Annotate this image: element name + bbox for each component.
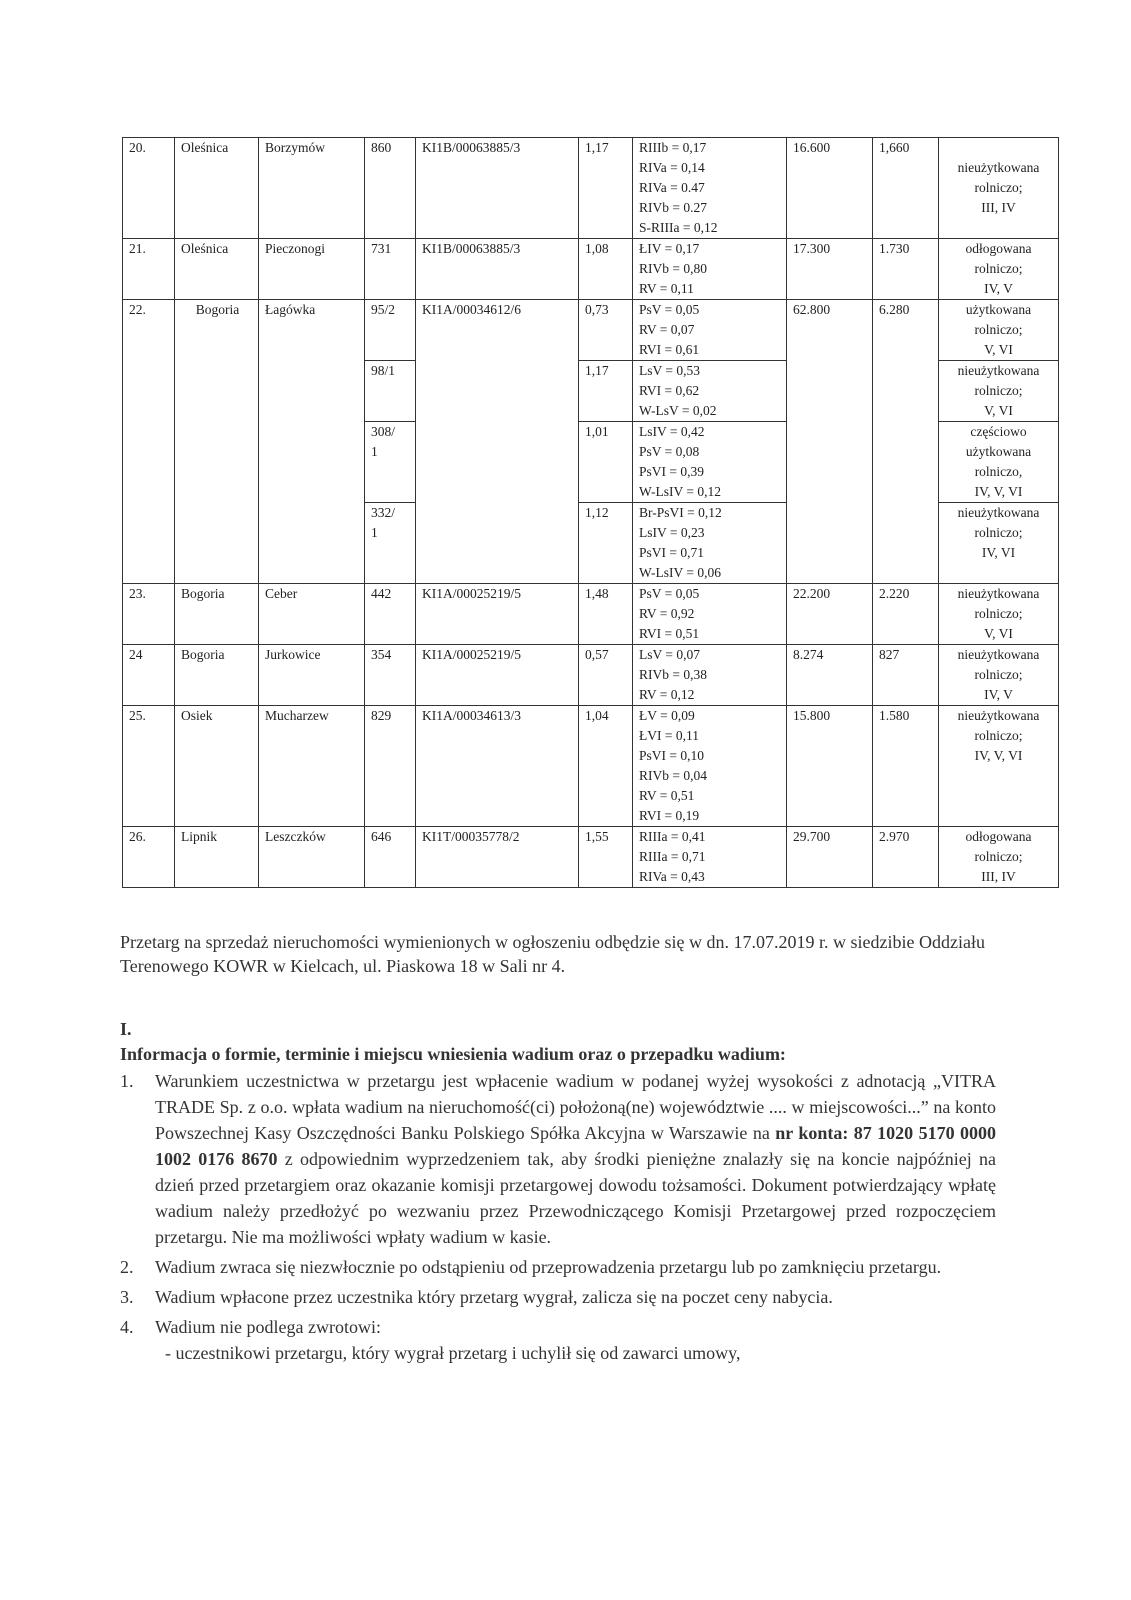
table-row — [123, 584, 1059, 645]
rule-text-part: Warunkiem uczestnictwa w przetargu jest wpłacenie wadium w podanej wyżej wysokości z adnotacją „VITRA TRADE Sp. z o.o. wpłata wadium na nieruchomość(ci) położoną(ne) województwie .... w miejscowości...” na konto Powszechnej Kasy Oszczędności Banku Polskiego Spółka Akcyjna w Warszawie na — [155, 1071, 996, 1143]
soil-class-cell-line: PsVI = 0,10 — [639, 748, 704, 763]
parcel-cell — [365, 361, 416, 422]
land-register-cell: KI1A/00034612/6 — [416, 300, 579, 584]
usage-cell-line: IV, V — [984, 687, 1013, 702]
rule-text: Wadium zwraca się niezwłocznie po odstąpieniu od przeprowadzenia przetargu lub po zamknięciu przetargu. — [155, 1257, 942, 1277]
usage-cell-line: IV, VI — [981, 545, 1016, 560]
rule-text — [155, 1068, 996, 1250]
land-register-cell: KI1A/00025219/5 — [416, 584, 579, 645]
usage-cell-line: rolniczo; — [974, 849, 1023, 864]
commune-cell: Oleśnica — [175, 239, 259, 300]
deposit-cell: 827 — [873, 645, 939, 706]
rule-text: Wadium nie podlega zwrotowi: — [155, 1317, 381, 1337]
rule-item — [120, 1314, 996, 1366]
usage-cell-line: V, VI — [984, 403, 1013, 418]
price-cell: 62.800 — [787, 300, 873, 584]
parcel-cell: 354 — [365, 645, 416, 706]
usage-cell — [939, 239, 1059, 300]
rule-item — [120, 1284, 996, 1310]
area-cell: 1,17 — [579, 361, 633, 422]
usage-cell-line: rolniczo; — [974, 728, 1023, 743]
precinct-cell: Mucharzew — [259, 706, 365, 827]
soil-class-cell-line: PsVI = 0,71 — [639, 545, 704, 560]
usage-cell-line: użytkowana — [965, 302, 1032, 317]
usage-cell-line: rolniczo, — [974, 464, 1023, 479]
parcel-cell-line: 308/ — [371, 424, 396, 439]
soil-class-cell — [633, 300, 787, 361]
usage-cell-line: III, IV — [981, 200, 1016, 215]
soil-class-cell-line: RIVb = 0,80 — [639, 261, 707, 276]
price-cell: 17.300 — [787, 239, 873, 300]
soil-class-cell-line: RIIIb = 0,17 — [639, 140, 707, 155]
parcel-cell: 442 — [365, 584, 416, 645]
land-register-cell: KI1B/00063885/3 — [416, 138, 579, 239]
soil-class-cell-line: RVI = 0,61 — [639, 342, 700, 357]
precinct-cell: Pieczonogi — [259, 239, 365, 300]
usage-cell — [939, 503, 1059, 584]
soil-class-cell-line: RIVa = 0.47 — [639, 180, 705, 195]
soil-class-cell-line: W-LsIV = 0,12 — [639, 484, 721, 499]
area-cell: 1,08 — [579, 239, 633, 300]
soil-class-cell-line: W-LsIV = 0,06 — [639, 565, 721, 580]
soil-class-cell-line: RV = 0,51 — [639, 788, 695, 803]
usage-cell-line: nieużytkowana — [957, 363, 1040, 378]
soil-class-cell-line: RV = 0,11 — [639, 281, 694, 296]
table-row — [123, 239, 1059, 300]
rule-item — [120, 1254, 996, 1280]
commune-cell: Oleśnica — [175, 138, 259, 239]
rule-subpoint: - uczestnikowi przetargu, który wygrał przetarg i uchylił się od zawarci umowy, — [165, 1343, 741, 1363]
rule-number: 1. — [120, 1071, 134, 1091]
soil-class-cell-line: ŁV = 0,09 — [639, 708, 695, 723]
precinct-cell: Ceber — [259, 584, 365, 645]
parcel-cell — [365, 422, 416, 503]
usage-cell-line: rolniczo; — [974, 525, 1023, 540]
table-row — [123, 827, 1059, 888]
usage-cell — [939, 300, 1059, 361]
property-table — [122, 137, 1059, 888]
commune-cell: Bogoria — [175, 645, 259, 706]
soil-class-cell — [633, 645, 787, 706]
soil-class-cell-line: RVI = 0,19 — [639, 808, 700, 823]
usage-cell-line: rolniczo; — [974, 383, 1023, 398]
parcel-cell — [365, 503, 416, 584]
usage-cell-line: użytkowana — [965, 444, 1032, 459]
usage-cell-line: IV, V, VI — [974, 484, 1023, 499]
auction-intro-paragraph — [120, 930, 1000, 978]
soil-class-cell — [633, 827, 787, 888]
soil-class-cell-line: PsV = 0,05 — [639, 302, 700, 317]
usage-cell — [939, 361, 1059, 422]
property-table-body — [123, 138, 1059, 888]
parcel-cell-line: 332/ — [371, 505, 396, 520]
section-number: I. — [120, 1019, 132, 1039]
commune-cell: Bogoria — [175, 300, 259, 584]
usage-cell — [939, 422, 1059, 503]
soil-class-cell-line: PsVI = 0,39 — [639, 464, 704, 479]
soil-class-cell — [633, 503, 787, 584]
soil-class-cell-line: RIVa = 0,14 — [639, 160, 705, 175]
usage-cell — [939, 584, 1059, 645]
soil-class-cell-line: PsV = 0,05 — [639, 586, 700, 601]
rule-item — [120, 1068, 996, 1250]
rule-number: 2. — [120, 1257, 134, 1277]
usage-cell-line: rolniczo; — [974, 667, 1023, 682]
price-cell: 8.274 — [787, 645, 873, 706]
soil-class-cell-line: S-RIIIa = 0,12 — [639, 220, 718, 235]
rule-number: 4. — [120, 1317, 134, 1337]
soil-class-cell-line: RIIIa = 0,41 — [639, 829, 706, 844]
land-register-cell: KI1B/00063885/3 — [416, 239, 579, 300]
section-heading: Informacja o formie, terminie i miejscu wniesienia wadium oraz o przepadku wadium: — [120, 1044, 786, 1064]
table-row — [123, 300, 1059, 361]
parcel-cell-line: 1 — [371, 444, 378, 459]
soil-class-cell-line: ŁIV = 0,17 — [639, 241, 700, 256]
area-cell: 1,01 — [579, 422, 633, 503]
usage-cell-line: V, VI — [984, 342, 1013, 357]
soil-class-cell-line: RV = 0,92 — [639, 606, 695, 621]
soil-class-cell-line: RV = 0,12 — [639, 687, 695, 702]
deposit-cell: 2.970 — [873, 827, 939, 888]
precinct-cell: Leszczków — [259, 827, 365, 888]
area-cell: 1,55 — [579, 827, 633, 888]
commune-cell: Osiek — [175, 706, 259, 827]
precinct-cell: Łagówka — [259, 300, 365, 584]
soil-class-cell-line: RIVa = 0,43 — [639, 869, 705, 884]
deposit-cell: 1.730 — [873, 239, 939, 300]
deposit-cell: 2.220 — [873, 584, 939, 645]
deposit-cell: 1,660 — [873, 138, 939, 239]
deposit-rules-list — [120, 1068, 996, 1370]
parcel-cell — [365, 300, 416, 361]
soil-class-cell-line: Br-PsVI = 0,12 — [639, 505, 722, 520]
parcel-cell: 860 — [365, 138, 416, 239]
parcel-cell: 646 — [365, 827, 416, 888]
usage-cell-line: nieużytkowana — [957, 586, 1040, 601]
deposit-cell: 6.280 — [873, 300, 939, 584]
lp-cell: 22. — [123, 300, 175, 584]
soil-class-cell-line: ŁVI = 0,11 — [639, 728, 699, 743]
usage-cell — [939, 706, 1059, 827]
soil-class-cell-line: RVI = 0,62 — [639, 383, 700, 398]
lp-cell: 21. — [123, 239, 175, 300]
usage-cell-line: odłogowana — [965, 241, 1032, 256]
usage-cell-line: częściowo — [970, 424, 1027, 439]
price-cell: 16.600 — [787, 138, 873, 239]
table-row — [123, 138, 1059, 239]
commune-cell: Bogoria — [175, 584, 259, 645]
soil-class-cell-line: LsIV = 0,23 — [639, 525, 705, 540]
lp-cell: 24 — [123, 645, 175, 706]
area-cell: 1,48 — [579, 584, 633, 645]
soil-class-cell-line: RIVb = 0,04 — [639, 768, 707, 783]
land-register-cell: KI1A/00034613/3 — [416, 706, 579, 827]
area-cell: 0,73 — [579, 300, 633, 361]
precinct-cell: Borzymów — [259, 138, 365, 239]
soil-class-cell — [633, 706, 787, 827]
commune-cell: Lipnik — [175, 827, 259, 888]
soil-class-cell — [633, 239, 787, 300]
auction-intro-text: Przetarg na sprzedaż nieruchomości wymienionych w ogłoszeniu odbędzie się w dn. 17.07.2019 r. w siedzibie Oddziału Terenowego KOWR w Kielcach, ul. Piaskowa 18 w Sali nr 4. — [120, 932, 985, 976]
usage-cell-line: rolniczo; — [974, 180, 1023, 195]
area-cell: 1,04 — [579, 706, 633, 827]
rule-text-part: z odpowiednim wyprzedzeniem tak, aby środki pieniężne znalazły się na koncie najpóźniej na dzień przed przetargiem oraz okazanie komisji przetargowej dowodu tożsamości. Dokument potwierdzający wpłatę wadium należy przedłożyć po wezwaniu przez Przewodniczącego Komisji Przetargowej przed rozpoczęciem przetargu. Nie ma możliwości wpłaty wadium w kasie. — [155, 1149, 996, 1247]
price-cell: 29.700 — [787, 827, 873, 888]
area-cell: 1,17 — [579, 138, 633, 239]
usage-cell-line: III, IV — [981, 869, 1016, 884]
price-cell: 15.800 — [787, 706, 873, 827]
soil-class-cell-line: RVI = 0,51 — [639, 626, 700, 641]
soil-class-cell-line: RIVb = 0.27 — [639, 200, 707, 215]
rule-text: Wadium wpłacone przez uczestnika który przetarg wygrał, zalicza się na poczet ceny nabycia. — [155, 1287, 833, 1307]
usage-cell — [939, 138, 1059, 239]
price-cell: 22.200 — [787, 584, 873, 645]
soil-class-cell — [633, 422, 787, 503]
lp-cell: 26. — [123, 827, 175, 888]
usage-cell-line: nieużytkowana — [957, 647, 1040, 662]
soil-class-cell-line: LsIV = 0,42 — [639, 424, 705, 439]
usage-cell-line: nieużytkowana — [957, 160, 1040, 175]
usage-cell-line: IV, V — [984, 281, 1013, 296]
usage-cell — [939, 645, 1059, 706]
rule-number: 3. — [120, 1287, 134, 1307]
usage-cell-line: rolniczo; — [974, 322, 1023, 337]
bank-account-number: nr konta: 87 1020 5170 0000 1002 0176 8670 — [155, 1123, 996, 1169]
deposit-cell: 1.580 — [873, 706, 939, 827]
parcel-cell-line: 95/2 — [371, 302, 396, 317]
area-cell: 0,57 — [579, 645, 633, 706]
soil-class-cell-line: RV = 0,07 — [639, 322, 695, 337]
usage-cell-line: nieużytkowana — [957, 505, 1040, 520]
land-register-cell: KI1A/00025219/5 — [416, 645, 579, 706]
area-cell: 1,12 — [579, 503, 633, 584]
land-register-cell: KI1T/00035778/2 — [416, 827, 579, 888]
usage-cell-line: rolniczo; — [974, 261, 1023, 276]
lp-cell: 25. — [123, 706, 175, 827]
soil-class-cell — [633, 584, 787, 645]
parcel-cell-line: 98/1 — [371, 363, 396, 378]
soil-class-cell-line: PsV = 0,08 — [639, 444, 700, 459]
table-row — [123, 706, 1059, 827]
soil-class-cell-line: RIIIa = 0,71 — [639, 849, 706, 864]
lp-cell: 23. — [123, 584, 175, 645]
soil-class-cell-line: LsV = 0,07 — [639, 647, 700, 662]
soil-class-cell-line: W-LsV = 0,02 — [639, 403, 717, 418]
usage-cell-line: IV, V, VI — [974, 748, 1023, 763]
table-row — [123, 645, 1059, 706]
soil-class-cell — [633, 361, 787, 422]
usage-cell — [939, 827, 1059, 888]
usage-cell-line: nieużytkowana — [957, 708, 1040, 723]
precinct-cell: Jurkowice — [259, 645, 365, 706]
usage-cell-line: V, VI — [984, 626, 1013, 641]
soil-class-cell-line: RIVb = 0,38 — [639, 667, 707, 682]
usage-cell-line: rolniczo; — [974, 606, 1023, 621]
usage-cell-line: odłogowana — [965, 829, 1032, 844]
parcel-cell-line: 1 — [371, 525, 378, 540]
soil-class-cell — [633, 138, 787, 239]
lp-cell: 20. — [123, 138, 175, 239]
parcel-cell: 731 — [365, 239, 416, 300]
soil-class-cell-line: LsV = 0,53 — [639, 363, 700, 378]
parcel-cell: 829 — [365, 706, 416, 827]
